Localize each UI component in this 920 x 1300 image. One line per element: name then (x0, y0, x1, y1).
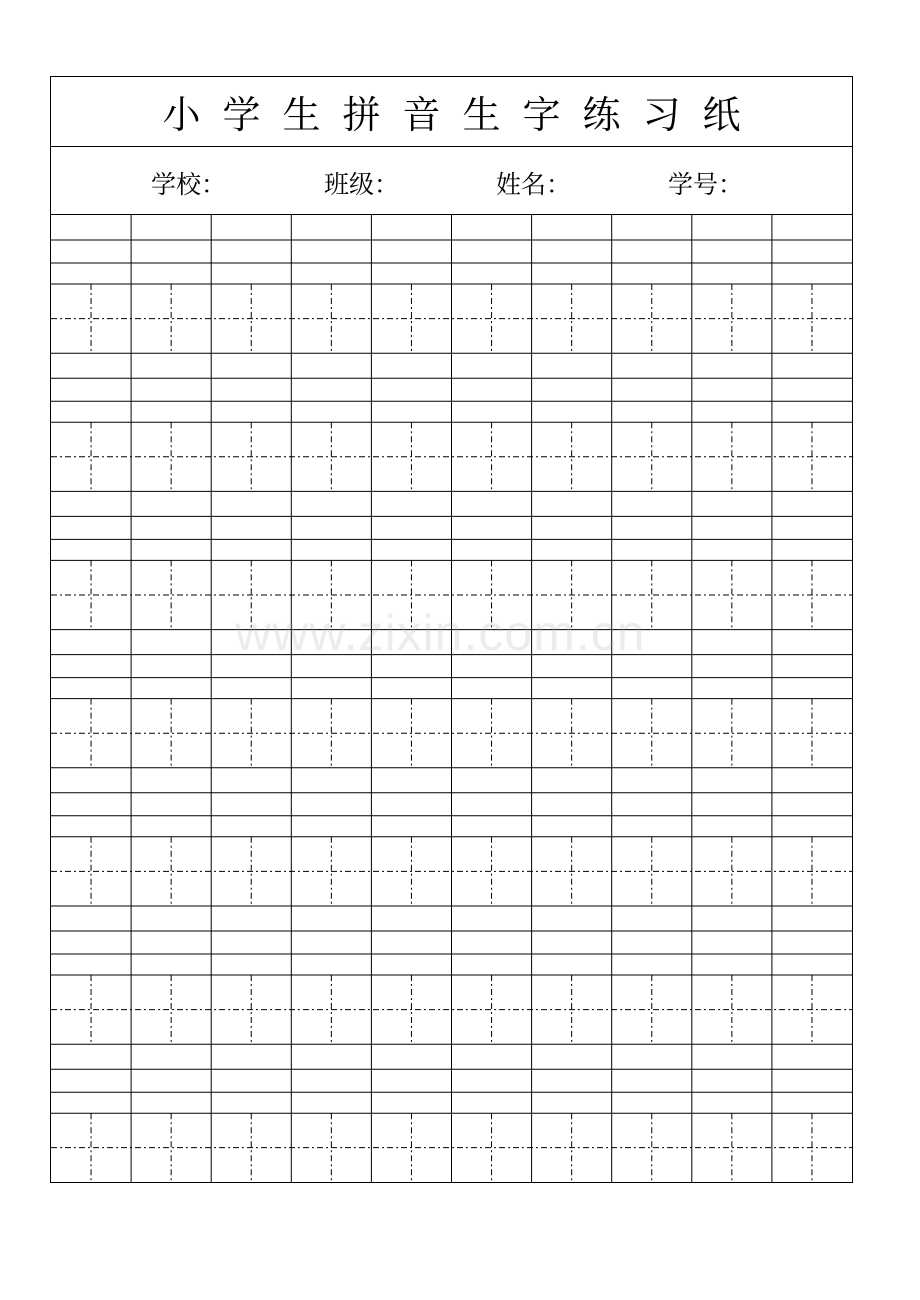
watermark-text: www.zixin.com.cn (235, 605, 646, 661)
school-field-label: 学校： (151, 170, 227, 199)
page-title: 小学生拼音生字练习纸 (162, 93, 763, 137)
class-field-label: 班级： (324, 170, 400, 199)
title-row (51, 77, 852, 147)
name-field-label: 姓名： (496, 170, 572, 199)
practice-sheet (50, 76, 853, 1183)
writing-grid (51, 215, 852, 1182)
info-row (51, 147, 852, 215)
student-number-field-label: 学号： (668, 170, 744, 199)
writing-grid-lines (51, 215, 852, 1182)
